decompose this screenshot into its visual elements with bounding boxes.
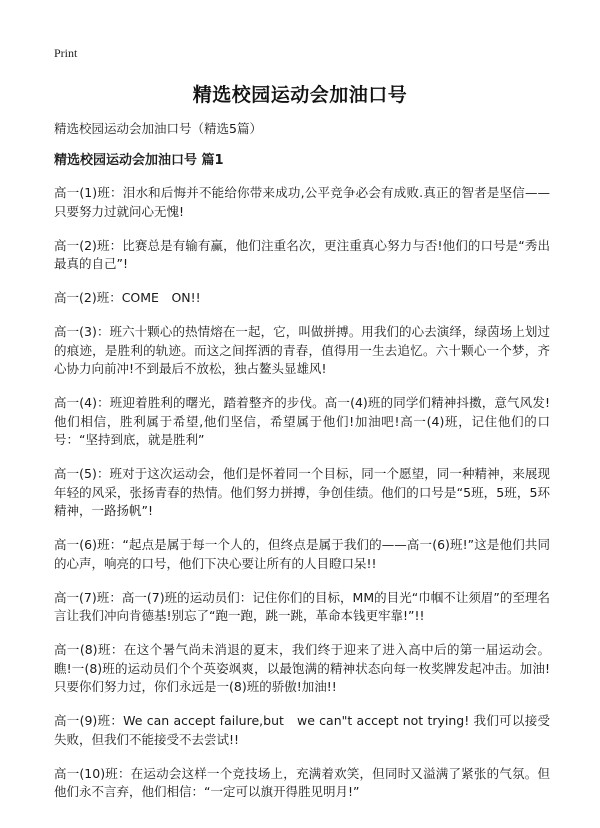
paragraph: 高一(3)：班六十颗心的热情熔在一起，它，叫做拼搏。用我们的心去演绎，绿茵场上划过的痕迹，是胜利的轨迹。而这之间挥洒的青春，值得用一生去追忆。六十颗心一个梦，齐心协力向前冲!不到最后不放松，独占鳌头显雄风! <box>54 324 550 376</box>
paragraph: 高一(9)班：We can accept failure,but we can"t accept not trying! 我们可以接受失败，但我们不能接受不去尝试!! <box>54 713 550 747</box>
paragraph: 高一(5)：班对于这次运动会，他们是怀着同一个目标，同一个愿望，同一种精神，来展现年轻的风采，张扬青春的热情。他们努力拼搏，争创佳绩。他们的口号是“5班，5班，5环精神，一路扬帆”! <box>54 466 550 518</box>
paragraph: 高一(6)班：“起点是属于每一个人的，但终点是属于我们的——高一(6)班!”这是他们共同的心声，响亮的口号，他们下决心要让所有的人目瞪口呆!! <box>54 537 550 571</box>
paragraph: 高一(1)班：泪水和后悔并不能给你带来成功,公平竞争必会有成败.真正的智者是坚信——只要努力过就问心无愧! <box>54 185 550 219</box>
document-body <box>54 120 550 817</box>
paragraph: 高一(4)：班迎着胜利的曙光，踏着整齐的步伐。高一(4)班的同学们精神抖擞，意气风发!他们相信，胜利属于希望,他们坚信，希望属于他们!加油吧!高一(4)班，记住他们的口号：“坚持到底，就是胜利” <box>54 395 550 447</box>
paragraph: 高一(2)班：比赛总是有输有赢，他们注重名次，更注重真心努力与否!他们的口号是“秀出最真的自己”! <box>54 237 550 271</box>
paragraph: 高一(10)班：在运动会这样一个竞技场上，充满着欢笑，但同时又溢满了紧张的气氛。但他们永不言弃，他们相信：“一定可以旗开得胜见明月!” <box>54 765 550 799</box>
section-heading: 精选校园运动会加油口号 篇1 <box>54 153 224 168</box>
paragraph: 高一(8)班：在这个暑气尚未消退的夏末，我们终于迎来了进入高中后的第一届运动会。瞧!一(8)班的运动员们个个英姿飒爽，以最饱满的精神状态向每一枚奖牌发起冲击。加油!只要你们努力过，你们永远是一(8)班的骄傲!加油!! <box>54 642 550 694</box>
paragraph: 高一(7)班：高一(7)班的运动员们：记住你们的目标，MM的目光“巾帼不让须眉”的至理名言让我们冲向肯德基!别忘了“跑一跑，跳一跳，革命本钱更牢靠!”!! <box>54 589 550 623</box>
document-subtitle: 精选校园运动会加油口号（精选5篇） <box>54 121 262 136</box>
document-title: 精选校园运动会加油口号 <box>192 84 408 106</box>
print-link[interactable]: Print <box>54 46 78 60</box>
paragraph: 高一(2)班：COME ON!! <box>54 290 201 305</box>
